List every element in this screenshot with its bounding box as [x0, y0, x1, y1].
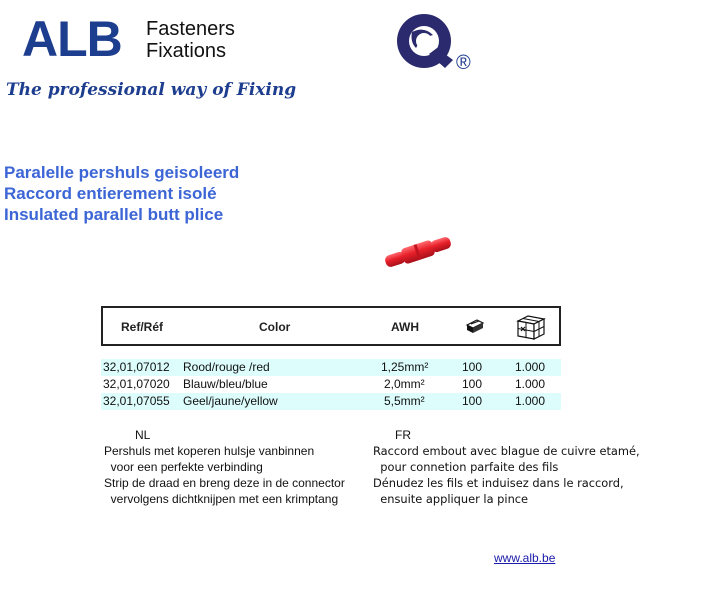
- registered-mark: ®: [456, 52, 471, 74]
- title-en: Insulated parallel butt plice: [4, 205, 224, 224]
- fr-line: ensuite appliquer la pince: [373, 492, 529, 506]
- cell-ref: 32,01,07012: [103, 360, 170, 374]
- cell-qty: 100: [462, 377, 483, 391]
- alb-logo: ALB: [22, 11, 122, 67]
- brand-subtitle-fixations: Fixations: [146, 40, 227, 62]
- fr-line: pour connetion parfaite des fils: [373, 460, 559, 474]
- title-nl: Paralelle pershuls geisoleerd: [4, 163, 240, 182]
- cell-awh: 1,25mm²: [381, 360, 429, 374]
- header-ref: Ref/Réf: [121, 320, 164, 334]
- cell-color: Blauw/bleu/blue: [183, 377, 268, 391]
- title-fr: Raccord entierement isolé: [4, 184, 217, 203]
- cell-qty: 100: [462, 394, 483, 408]
- cell-box: 1.000: [515, 360, 546, 374]
- butt-splice-product-image: [376, 232, 460, 272]
- header-color: Color: [259, 320, 291, 334]
- table-row: [101, 376, 561, 393]
- tagline: The professional way of Fixing: [6, 80, 297, 100]
- cell-ref: 32,01,07055: [103, 394, 170, 408]
- pack-icon: [465, 317, 485, 335]
- table-row: [101, 359, 561, 376]
- nl-line: vervolgens dichtknijpen met een krimptang: [104, 492, 339, 506]
- cell-qty: 100: [462, 360, 483, 374]
- nl-line: Pershuls met koperen hulsje vanbinnen: [104, 444, 315, 458]
- cell-color: Geel/jaune/yellow: [183, 394, 278, 408]
- header-awh: AWH: [391, 320, 419, 334]
- table-row: [101, 393, 561, 410]
- nl-line: Strip de draad en breng deze in de connector: [104, 476, 345, 490]
- nl-line: voor een perfekte verbinding: [104, 460, 263, 474]
- fr-line: Raccord embout avec blague de cuivre etamé,: [373, 444, 640, 458]
- q-quality-logo-icon: [393, 10, 455, 72]
- cell-awh: 5,5mm²: [384, 394, 425, 408]
- cell-box: 1.000: [515, 394, 546, 408]
- cell-ref: 32,01,07020: [103, 377, 170, 391]
- fr-line: Dénudez les fils et induisez dans le raccord,: [373, 476, 624, 490]
- cell-box: 1.000: [515, 377, 546, 391]
- nl-heading: NL: [135, 428, 151, 442]
- table-header: [101, 306, 561, 346]
- cell-color: Rood/rouge /red: [183, 360, 270, 374]
- fr-heading: FR: [395, 428, 411, 442]
- brand-subtitle-fasteners: Fasteners: [146, 18, 235, 40]
- cell-awh: 2,0mm²: [384, 377, 425, 391]
- box-icon: [515, 313, 547, 341]
- website-link[interactable]: www.alb.be: [494, 551, 556, 565]
